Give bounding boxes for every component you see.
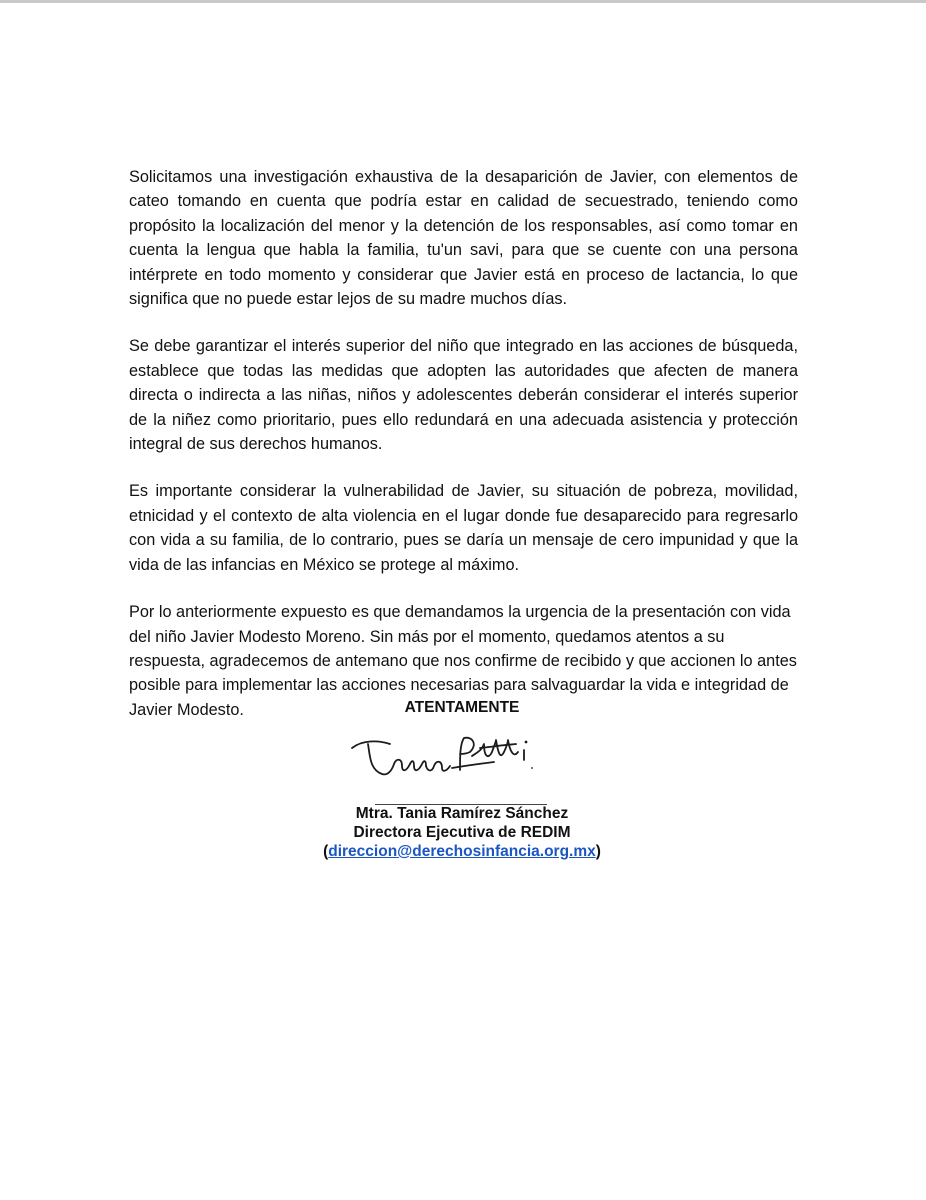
signature-line [375, 804, 547, 805]
signer-email-line [262, 842, 662, 861]
paragraph-vulnerability: Es importante considerar la vulnerabilidad de Javier, su situación de pobreza, movilidad, etnicidad y el contexto de alta violencia en el lugar donde fue desaparecido para regresarlo con vida a su familia, de lo contrario, pues se daría un mensaje de cero impunidad y que la vida de las infancias en México se protege al máximo. [129, 482, 798, 574]
closing-salutation: ATENTAMENTE [404, 699, 520, 716]
letter-body [129, 165, 798, 745]
page-top-border [0, 0, 926, 3]
signature-area [262, 726, 662, 800]
paragraph-best-interest: Se debe garantizar el interés superior del niño que integrado en las acciones de búsqueda, establece que todas las medidas que adopten las autoridades que afecten de manera directa o indirecta a las niñas, niños y adolescentes deberán considerar el interés superior de la niñez como prioritario, pues ello redundará en una adecuada asistencia y protección integral de sus derechos humanos. [129, 337, 798, 454]
signer-name: Mtra. Tania Ramírez Sánchez [355, 805, 569, 822]
signer-title: Directora Ejecutiva de REDIM [353, 824, 571, 841]
handwritten-signature [348, 726, 568, 796]
paragraph-investigation-request: Solicitamos una investigación exhaustiva de la desaparición de Javier, con elementos de cateo tomando en cuenta que podría estar en calidad de secuestrado, teniendo como propósito la localización del menor y la detención de los responsables, así como tomar en cuenta la lengua que habla la familia, tu'un savi, para que se cuente con una persona intérprete en todo momento y considerar que Javier está en proceso de lactancia, lo que significa que no puede estar lejos de su madre muchos días. [129, 168, 798, 309]
email-open-paren: ( [323, 843, 329, 860]
email-link[interactable]: direccion@derechosinfancia.org.mx [328, 843, 596, 860]
email-close-paren: ) [595, 843, 601, 860]
paragraph-demand: Por lo anteriormente expuesto es que demandamos la urgencia de la presentación con vida del niño Javier Modesto Moreno. Sin más por el momento, quedamos atentos a su respuesta, agradecemos de antemano que nos confirme de recibido y que accionen lo antes posible para implementar las acciones necesarias para salvaguardar la vida e integridad de Javier Modesto. [129, 603, 797, 719]
signature-dot [531, 767, 533, 769]
signature-dot [525, 741, 528, 744]
closing-block [262, 698, 662, 861]
